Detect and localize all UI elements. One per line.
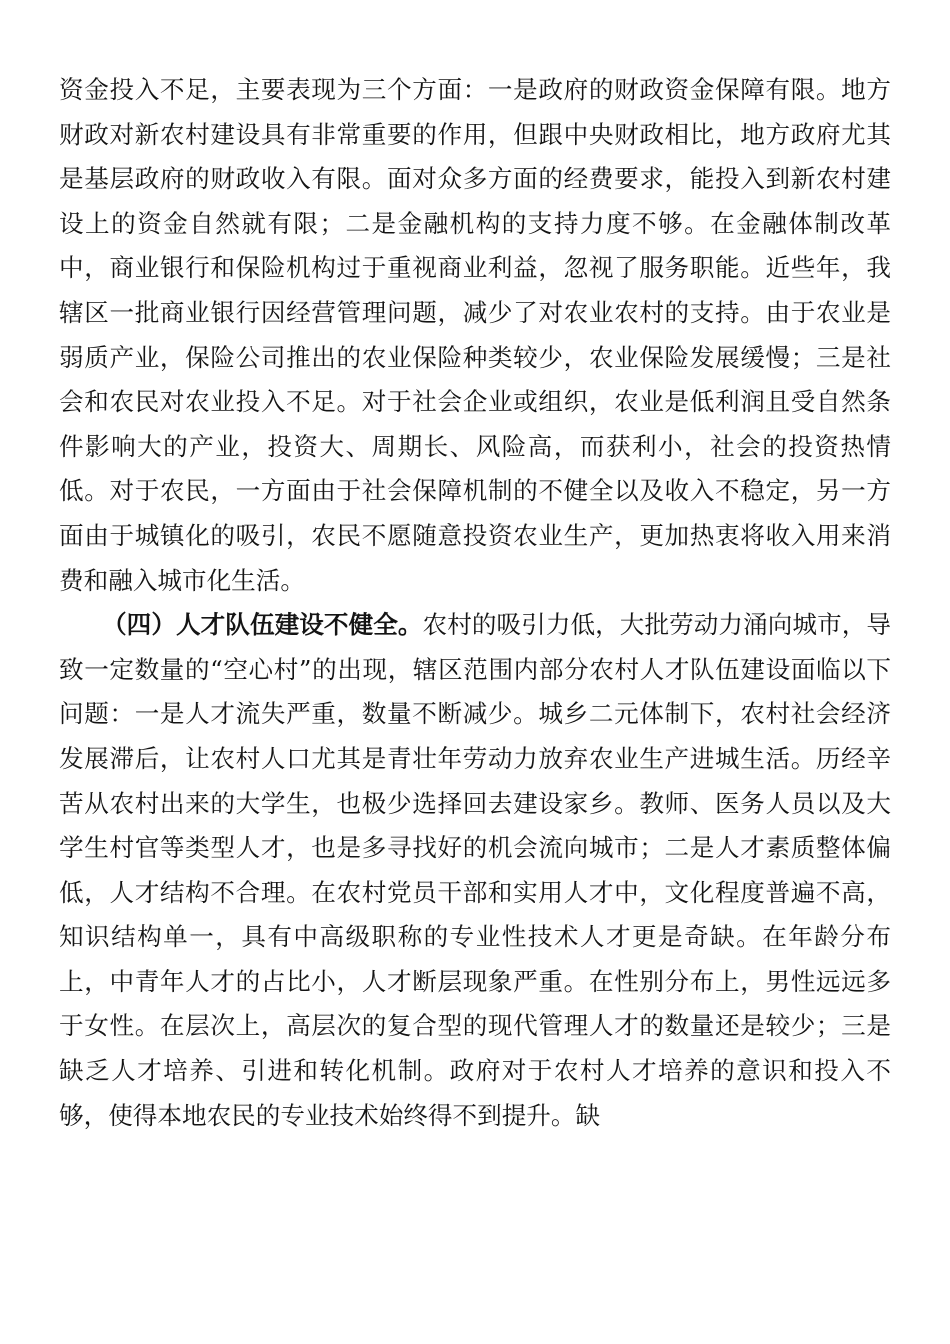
document-page: [59, 68, 891, 1138]
section-heading-talent: （四）人才队伍建设不健全。: [102, 610, 423, 640]
paragraph-talent: [59, 603, 891, 1138]
paragraph-funding: [59, 68, 891, 603]
paragraph-funding-text: 资金投入不足，主要表现为三个方面：一是政府的财政资金保障有限。地方财政对新农村建设具有非常重要的作用，但跟中央财政相比，地方政府尤其是基层政府的财政收入有限。面对众多方面的经费要求，能投入到新农村建设上的资金自然就有限；二是金融机构的支持力度不够。在金融体制改革中，商业银行和保险机构过于重视商业利益，忽视了服务职能。近些年，我辖区一批商业银行因经营管理问题，减少了对农业农村的支持。由于农业是弱质产业，保险公司推出的农业保险种类较少，农业保险发展缓慢；三是社会和农民对农业投入不足。对于社会企业或组织，农业是低利润且受自然条件影响大的产业，投资大、周期长、风险高，而获利小，社会的投资热情低。对于农民，一方面由于社会保障机制的不健全以及收入不稳定，另一方面由于城镇化的吸引，农民不愿随意投资农业生产，更加热衷将收入用来消费和融入城市化生活。: [59, 75, 891, 595]
paragraph-talent-text: 农村的吸引力低，大批劳动力涌向城市，导致一定数量的“空心村”的出现，辖区范围内部分农村人才队伍建设面临以下问题：一是人才流失严重，数量不断减少。城乡二元体制下，农村社会经济发展滞后，让农村人口尤其是青壮年劳动力放弃农业生产进城生活。历经辛苦从农村出来的大学生，也极少选择回去建设家乡。教师、医务人员以及大学生村官等类型人才，也是多寻找好的机会流向城市；二是人才素质整体偏低，人才结构不合理。在农村党员干部和实用人才中，文化程度普遍不高，知识结构单一，具有中高级职称的专业性技术人才更是奇缺。在年龄分布上，中青年人才的占比小，人才断层现象严重。在性别分布上，男性远远多于女性。在层次上，高层次的复合型的现代管理人才的数量还是较少；三是缺乏人才培养、引进和转化机制。政府对于农村人才培养的意识和投入不够，使得本地农民的专业技术始终得不到提升。缺: [59, 610, 891, 1130]
